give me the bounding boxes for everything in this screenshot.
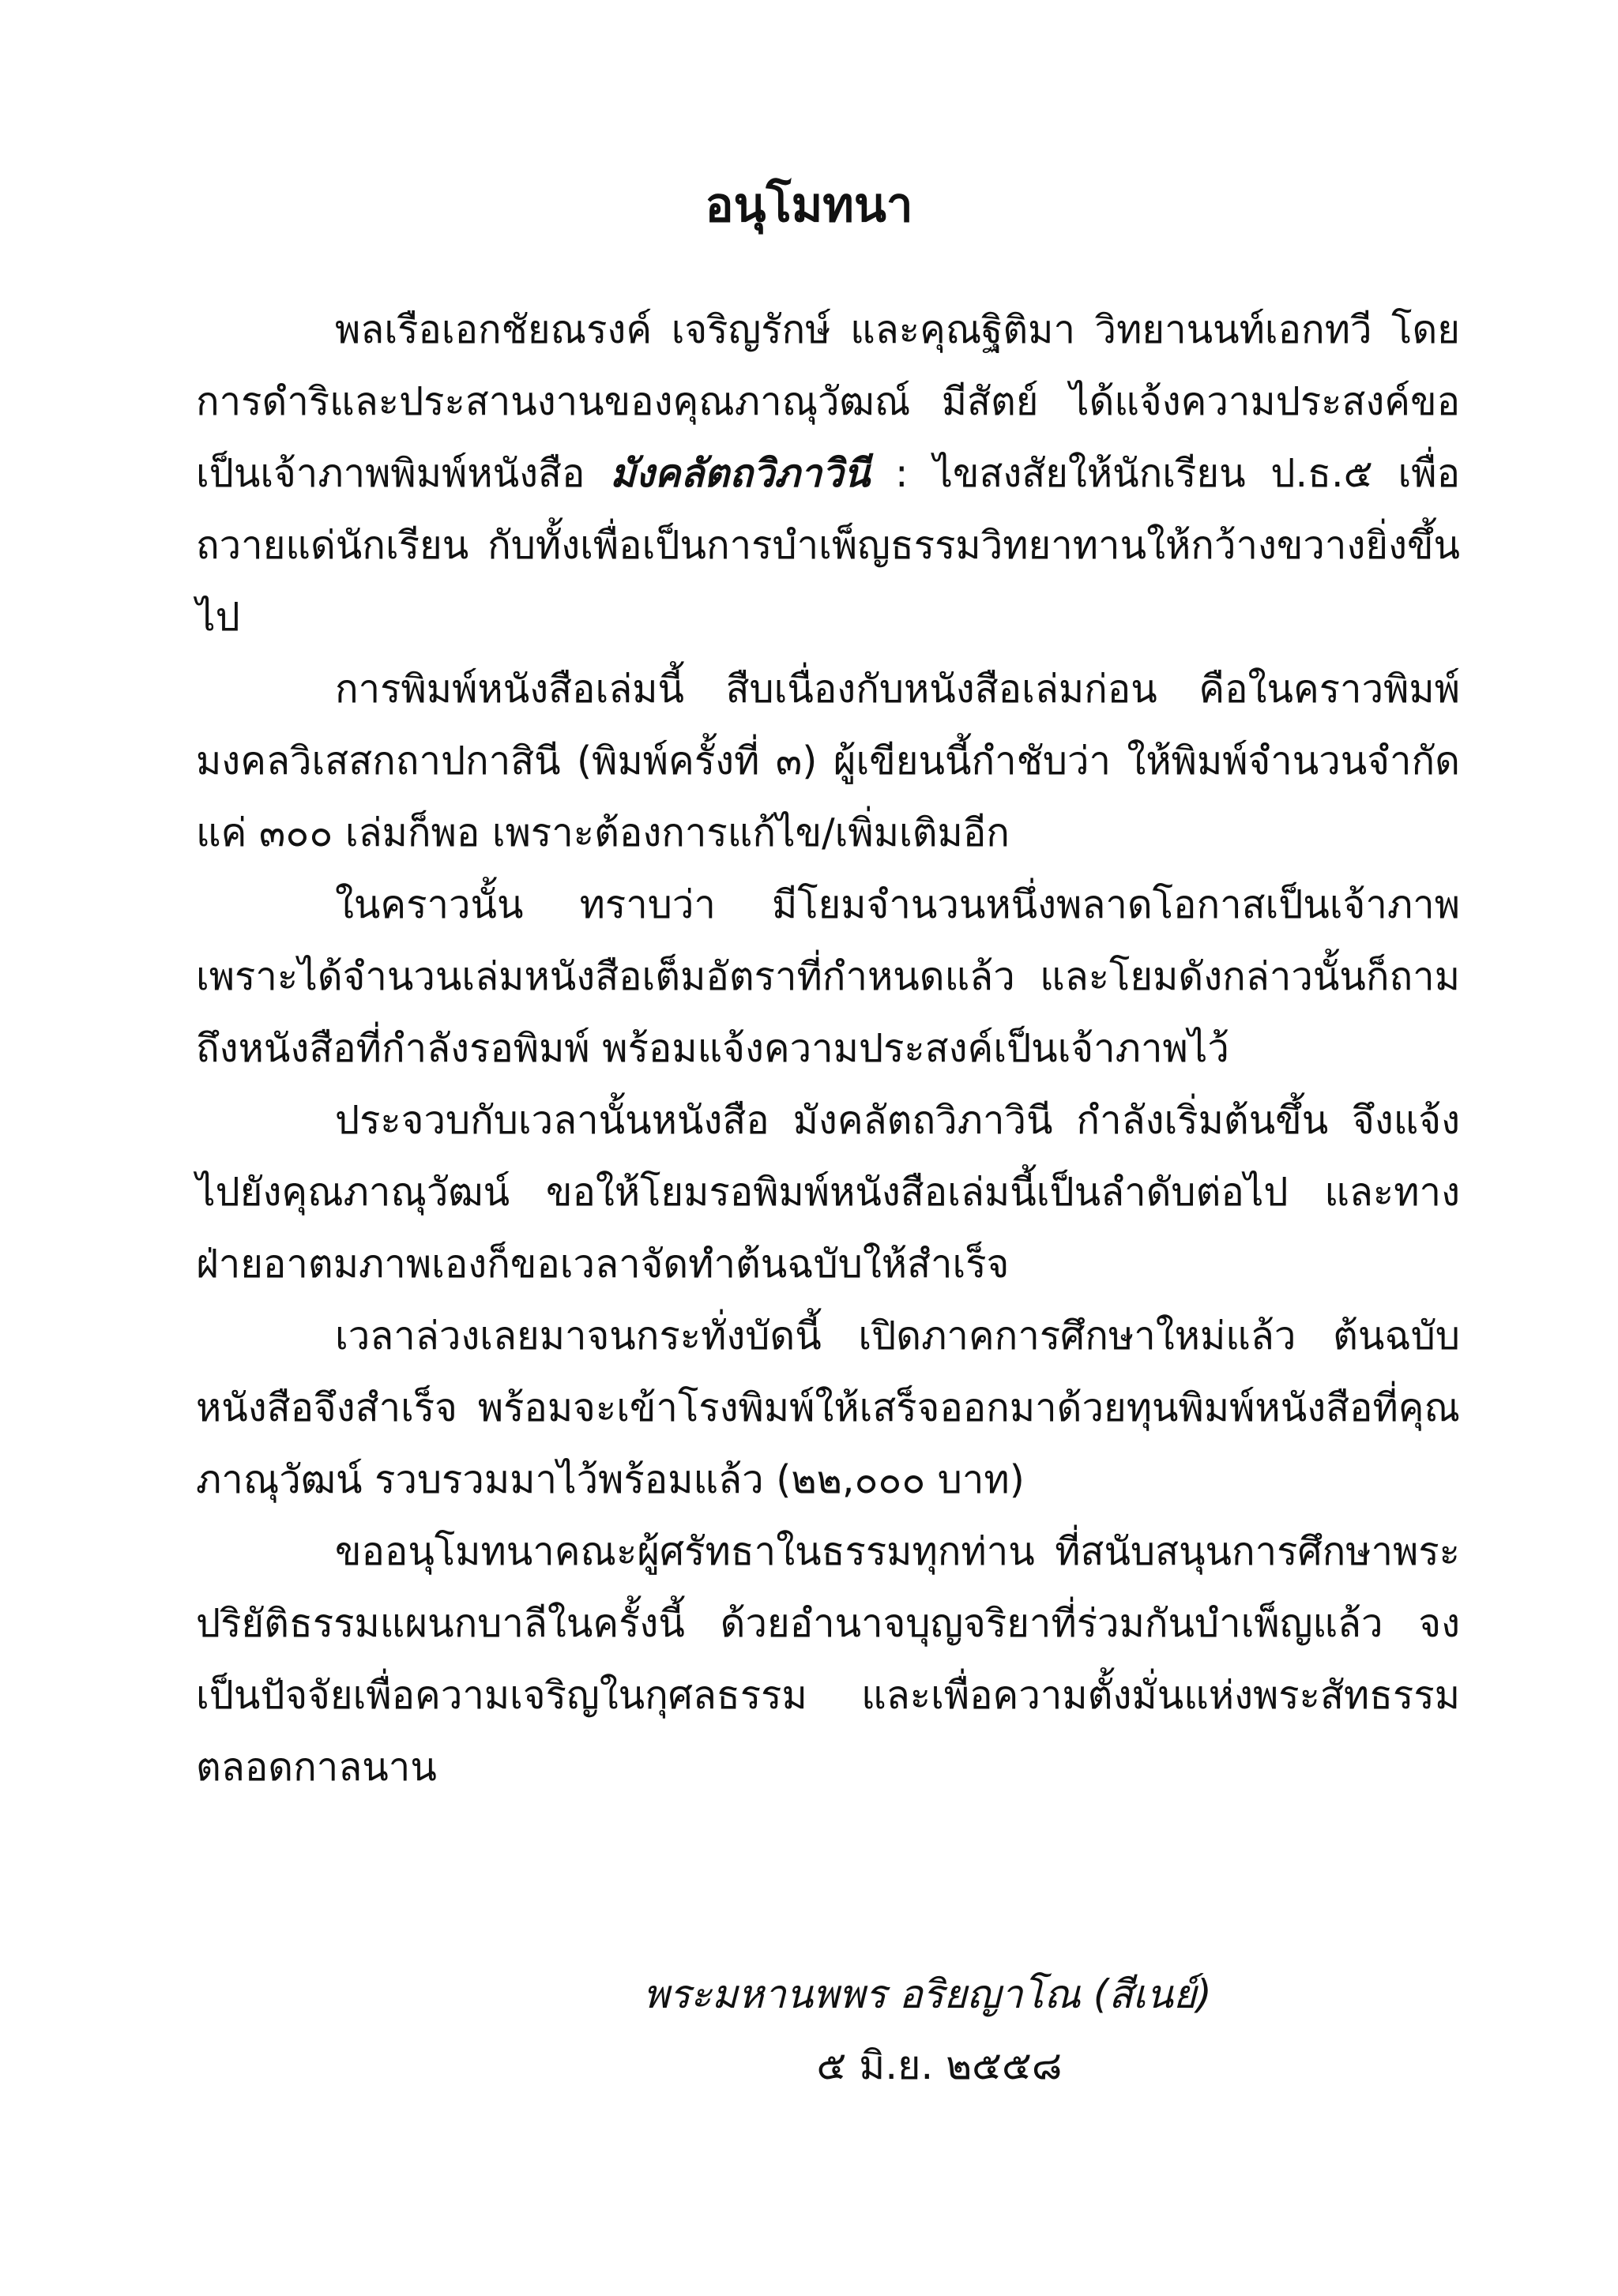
signature-name: พระมหานพพร อริยญาโณ (สีเนย์) [643, 1971, 1212, 2017]
paragraph-3: ในคราวนั้น ทราบว่า มีโยมจำนวนหนึ่งพลาดโอกาสเป็นเจ้าภาพ เพราะได้จำนวนเล่มหนังสือเต็มอัตราที่กำหนดแล้ว และโยมดังกล่าวนั้นก็ถามถึงหนังสือที่กำลังรอพิมพ์ พร้อมแจ้งความประสงค์เป็นเจ้าภาพไว้ [196, 882, 1460, 1071]
signature-block [0, 1959, 1618, 2101]
document-body [196, 294, 1460, 1803]
page-title: อนุโมทนา [705, 178, 913, 233]
signature-date: ๕ มิ.ย. ๒๕๕๘ [816, 2042, 1063, 2088]
paragraph-1-text-before: พลเรือเอกชัยณรงค์ เจริญรักษ์ และคุณฐิติมา วิทยานนท์เอกทวี โดยการดำริและประสานงานของคุณภาณุวัฒณ์ มีสัตย์ ได้แจ้งความประสงค์ขอเป็นเจ้าภาพพิมพ์หนังสือ [196, 307, 1460, 496]
paragraph-5: เวลาล่วงเลยมาจนกระทั่งบัดนี้ เปิดภาคการศึกษาใหม่แล้ว ต้นฉบับหนังสือจึงสำเร็จ พร้อมจะเข้าโรงพิมพ์ให้เสร็จออกมาด้วยทุนพิมพ์หนังสือที่คุณภาณุวัฒน์ รวบรวมมาไว้พร้อมแล้ว (๒๒,๐๐๐ บาท) [196, 1313, 1460, 1502]
paragraph-2: การพิมพ์หนังสือเล่มนี้ สืบเนื่องกับหนังสือเล่มก่อน คือในคราวพิมพ์มงคลวิเสสกถาปกาสินี (พิมพ์ครั้งที่ ๓) ผู้เขียนนี้กำชับว่า ให้พิมพ์จำนวนจำกัดแค่ ๓๐๐ เล่มก็พอ เพราะต้องการแก้ไข/เพิ่มเติมอีก [196, 667, 1460, 855]
paragraph-1-text-after: : ไขสงสัยให้นักเรียน ป.ธ.๕ เพื่อถวายแด่นักเรียน กับทั้งเพื่อเป็นการบำเพ็ญธรรมวิทยาทานให้กว้างขวางยิ่งขึ้นไป [196, 451, 1461, 640]
book-title-emphasis: มังคลัตถวิภาวินี [610, 451, 871, 496]
paragraph-4: ประจวบกับเวลานั้นหนังสือ มังคลัตถวิภาวินี กำลังเริ่มต้นขึ้น จึงแจ้งไปยังคุณภาณุวัฒน์ ขอให้โยมรอพิมพ์หนังสือเล่มนี้เป็นลำดับต่อไป และทางฝ่ายอาตมภาพเองก็ขอเวลาจัดทำต้นฉบับให้สำเร็จ [196, 1098, 1460, 1287]
paragraph-6: ขออนุโมทนาคณะผู้ศรัทธาในธรรมทุกท่าน ที่สนับสนุนการศึกษาพระปริยัติธรรมแผนกบาลีในครั้งนี้ ด้วยอำนาจบุญจริยาที่ร่วมกันบำเพ็ญแล้ว จงเป็นปัจจัยเพื่อความเจริญในกุศลธรรม และเพื่อความตั้งมั่นแห่งพระสัทธรรมตลอดกาลนาน [196, 1529, 1460, 1790]
paragraph-1 [196, 294, 1460, 653]
